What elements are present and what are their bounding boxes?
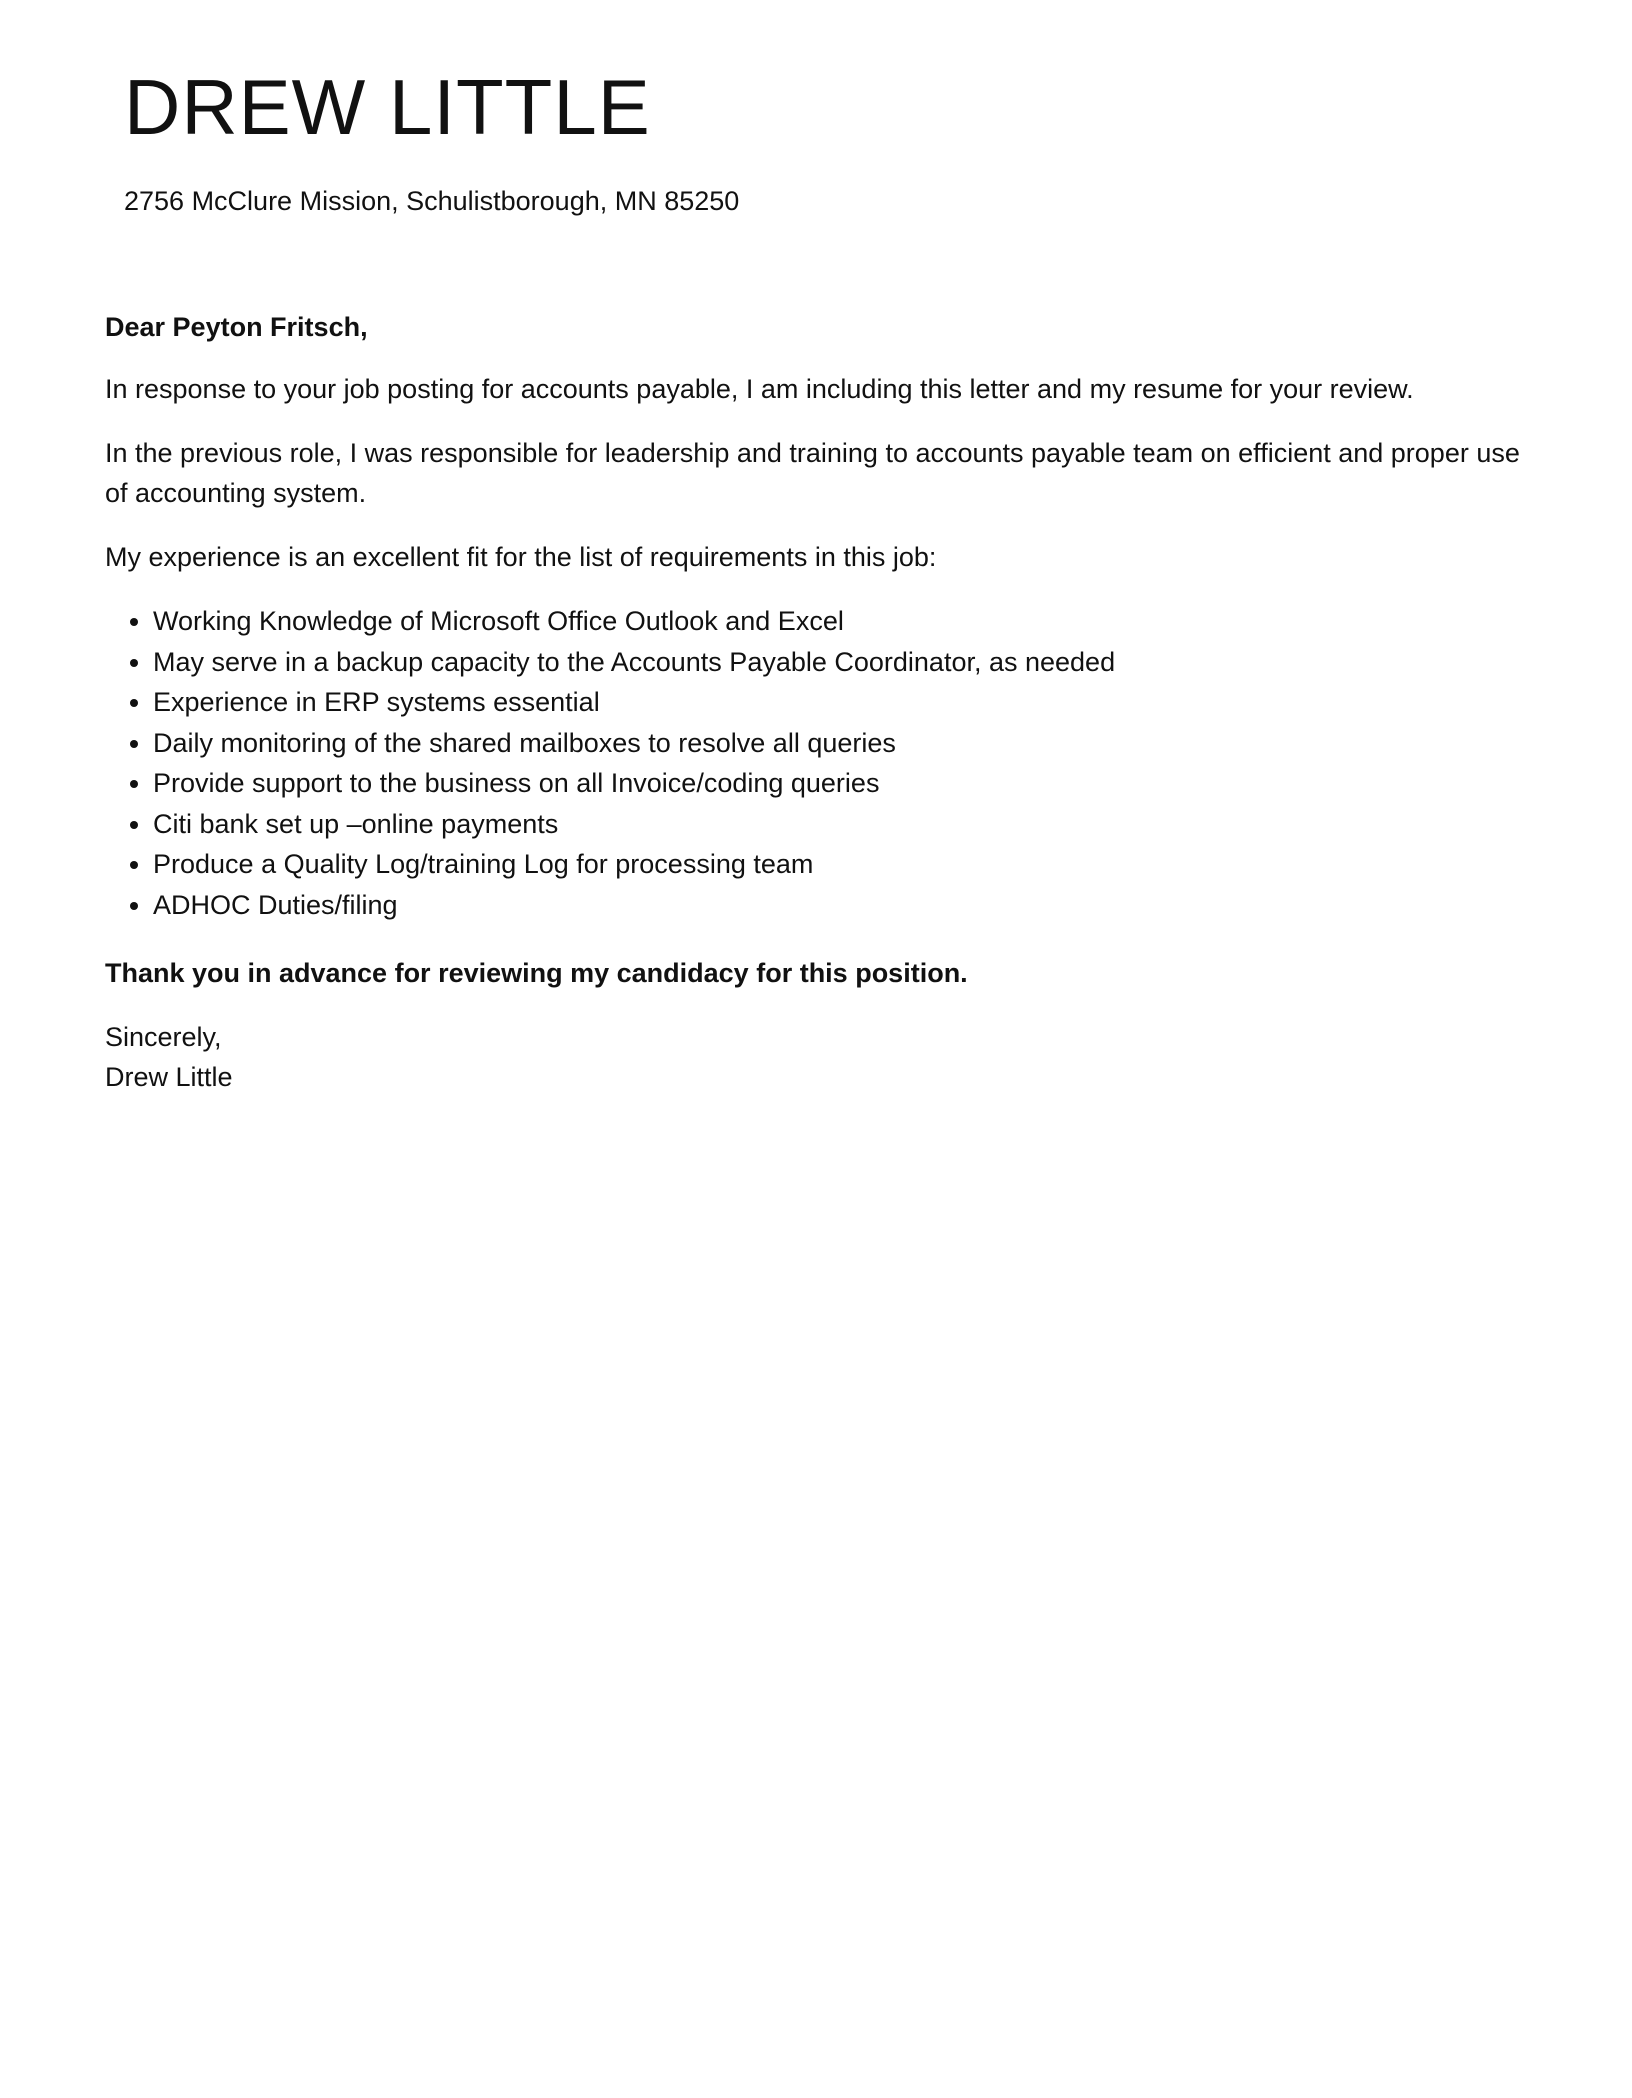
paragraph-fit: My experience is an excellent fit for the list of requirements in this job: — [105, 542, 937, 572]
applicant-address: 2756 McClure Mission, Schulistborough, MN 85250 — [124, 186, 740, 216]
list-item: • Working Knowledge of Microsoft Office Outlook and Excel — [153, 601, 1535, 642]
paragraph-intro: In response to your job posting for accounts payable, I am including this letter and my resume for your review. — [105, 374, 1414, 404]
thank-you-line: Thank you in advance for reviewing my candidacy for this position. — [105, 958, 968, 988]
list-item: • Experience in ERP systems essential — [153, 682, 1535, 723]
salutation: Dear Peyton Fritsch, — [105, 312, 368, 342]
paragraph-experience: In the previous role, I was responsible for leadership and training to accounts payable team on efficient and proper use of accounting system. — [105, 438, 1520, 508]
applicant-name: DREW LITTLE — [124, 63, 651, 151]
list-item: • Produce a Quality Log/training Log for processing team — [153, 844, 1535, 885]
list-item: • Provide support to the business on all Invoice/coding queries — [153, 763, 1535, 804]
closing-block — [105, 1017, 1535, 1097]
list-item: • Daily monitoring of the shared mailboxes to resolve all queries — [153, 723, 1535, 764]
list-item: • Citi bank set up –online payments — [153, 804, 1535, 845]
list-item: • May serve in a backup capacity to the Accounts Payable Coordinator, as needed — [153, 642, 1535, 683]
signature-name: Drew Little — [105, 1062, 233, 1092]
letter-body — [105, 307, 1535, 1097]
closing-word: Sincerely, — [105, 1022, 222, 1052]
requirements-list — [105, 601, 1535, 925]
list-item: • ADHOC Duties/filing — [153, 885, 1535, 926]
